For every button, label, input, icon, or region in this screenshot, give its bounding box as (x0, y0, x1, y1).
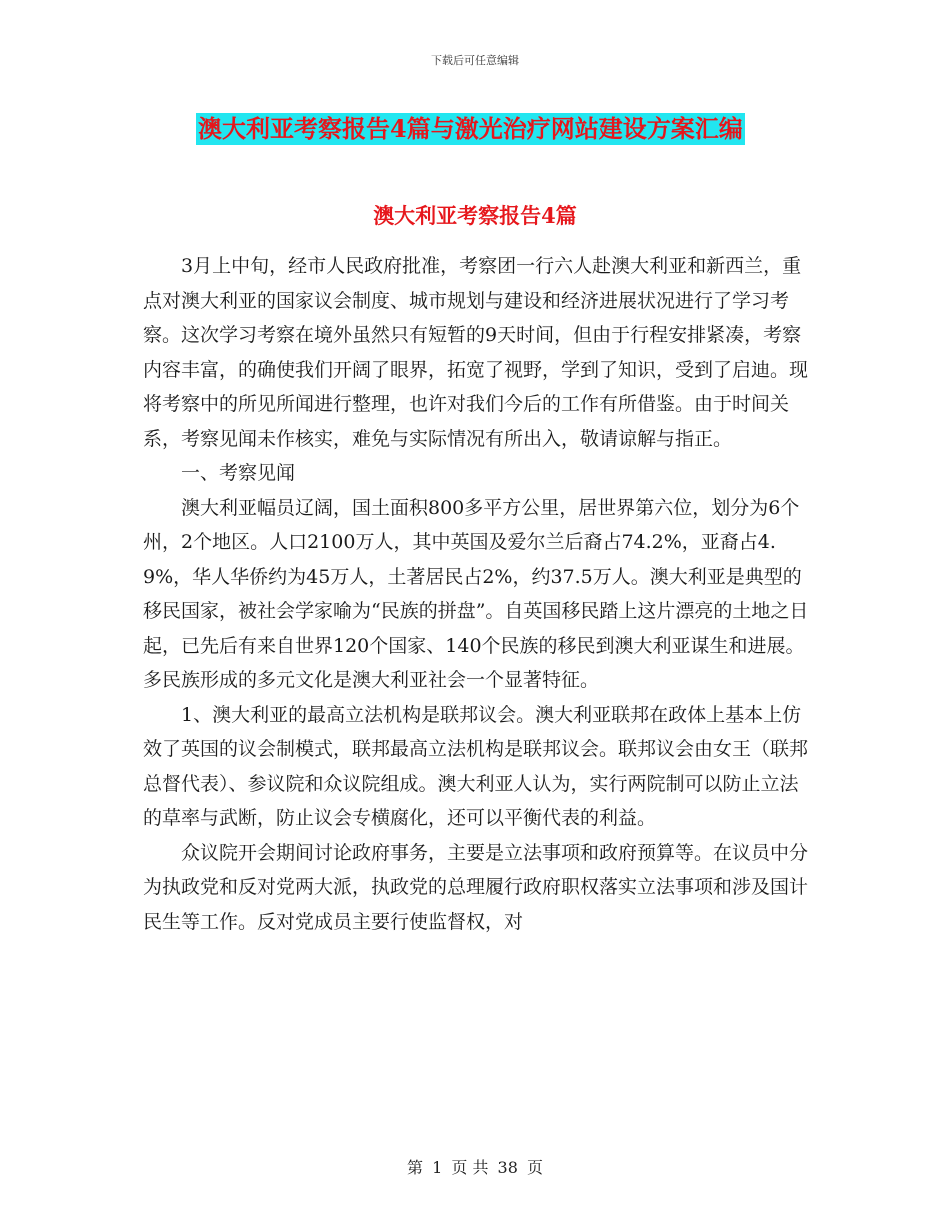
footer-suffix: 页 (527, 1158, 544, 1177)
body-text (143, 249, 813, 939)
page-header-note: 下载后可任意编辑 (431, 54, 519, 67)
paragraph-intro: 3月上中旬，经市人民政府批准，考察团一行六人赴澳大利亚和新西兰，重点对澳大利亚的国家议会制度、城市规划与建设和经济进展状况进行了学习考察。这次学习考察在境外虽然只有短暂的9天时间，但由于行程安排紧凑，考察内容丰富，的确使我们开阔了眼界，拓宽了视野，学到了知识，受到了启迪。现将考察中的所见所闻进行整理，也许对我们今后的工作有所借鉴。由于时间关系，考察见闻未作核实，难免与实际情况有所出入，敬请谅解与指正。 (143, 255, 809, 450)
footer-total-pages: 38 (497, 1158, 518, 1177)
page-footer (0, 1155, 950, 1178)
section-title: 澳大利亚考察报告4篇 (373, 203, 577, 228)
paragraph-house: 众议院开会期间讨论政府事务，主要是立法事项和政府预算等。在议员中分为执政党和反对党两大派，执政党的总理履行政府职权落实立法事项和涉及国计民生等工作。反对党成员主要行使监督权，对 (143, 841, 809, 933)
document-main-title: 澳大利亚考察报告4篇与激光治疗网站建设方案汇编 (198, 114, 743, 143)
paragraph-overview: 澳大利亚幅员辽阔，国土面积800多平方公里，居世界第六位，划分为6个州，2个地区。人口2100万人，其中英国及爱尔兰后裔占74.2%，亚裔占4.9%，华人华侨约为45万人，土著居民占2%，约37.5万人。澳大利亚是典型的移民国家，被社会学家喻为“民族的拼盘”。自英国移民踏上这片漂亮的土地之日起，已先后有来自世界120个国家、140个民族的移民到澳大利亚谋生和进展。多民族形成的多元文化是澳大利亚社会一个显著特征。 (143, 496, 809, 691)
footer-page-number: 1 (432, 1158, 443, 1177)
paragraph-heading-observations: 一、考察见闻 (181, 462, 296, 484)
footer-prefix: 第 (406, 1158, 423, 1177)
footer-middle: 页 共 (451, 1158, 489, 1177)
paragraph-parliament: 1、澳大利亚的最高立法机构是联邦议会。澳大利亚联邦在政体上基本上仿效了英国的议会制模式，联邦最高立法机构是联邦议会。联邦议会由女王（联邦总督代表）、参议院和众议院组成。澳大利亚人认为，实行两院制可以防止立法的草率与武断，防止议会专横腐化，还可以平衡代表的利益。 (143, 703, 809, 829)
